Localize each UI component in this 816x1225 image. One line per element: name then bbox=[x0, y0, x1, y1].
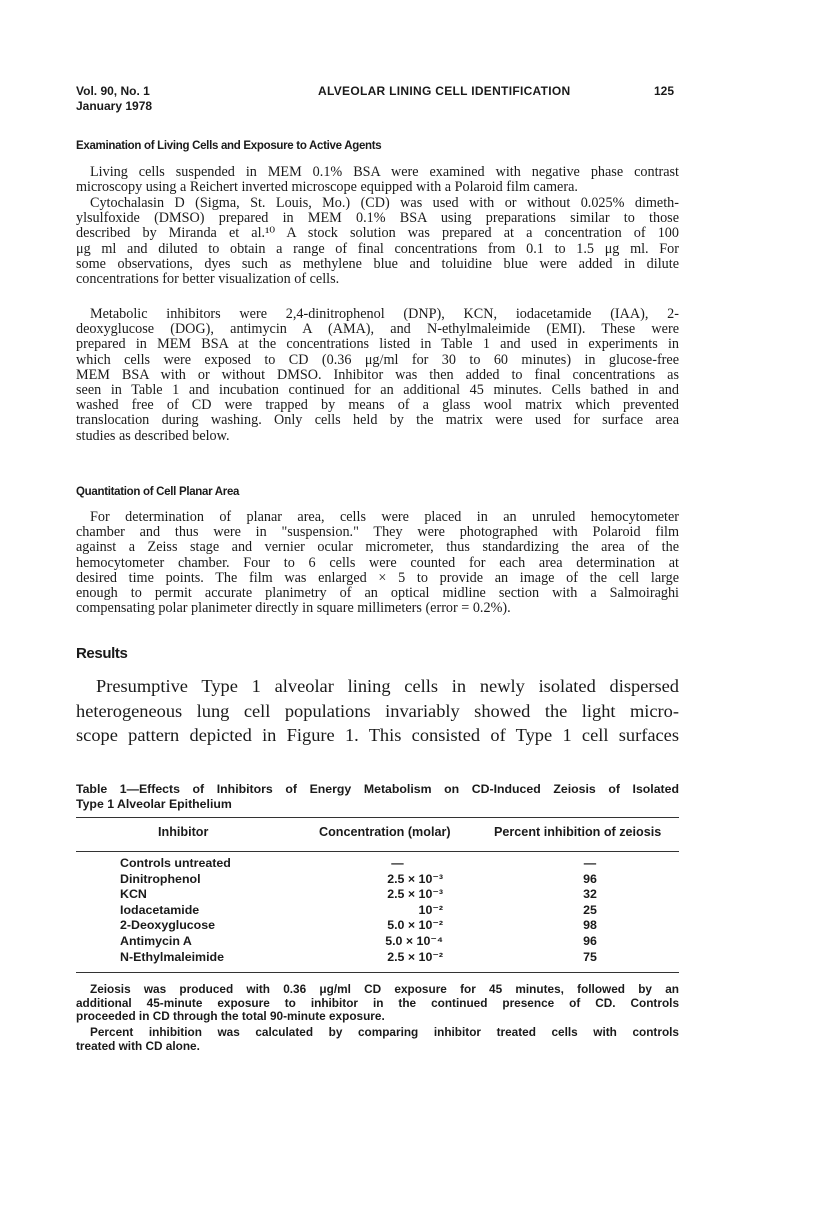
table-cell-inhibition: — bbox=[583, 856, 597, 870]
table-cell-inhibition: 25 bbox=[583, 902, 597, 917]
table-cell-inhibition: 98 bbox=[583, 918, 597, 933]
caption-line: Type 1 Alveolar Epithelium bbox=[76, 797, 232, 811]
text-line: enough to permit accurate planimetry of an optical midline section with a Salmoiraghi bbox=[76, 584, 679, 601]
text-line: Presumptive Type 1 alveolar lining cells in newly isolated dispersed bbox=[96, 676, 679, 696]
text-line: seen in Table 1 and incubation continued for an additional 45 minutes. Cells bathed in and bbox=[76, 381, 679, 398]
table-top-rule bbox=[76, 817, 679, 818]
text-line: deoxyglucose (DOG), antimycin A (AMA), and N-ethylmaleimide (EMI). These were bbox=[76, 321, 679, 338]
table-cell-inhibitor: Antimycin A bbox=[120, 933, 192, 948]
text-line: scope pattern depicted in Figure 1. This consisted of Type 1 cell surfaces bbox=[76, 725, 679, 745]
text-line: studies as described below. bbox=[76, 427, 230, 444]
text-line: washed free of CD were trapped by means of a glass wool matrix which prevented bbox=[76, 397, 679, 414]
table-cell-concentration: 2.5 × 10⁻³ bbox=[387, 887, 443, 902]
section-heading-planar-area: Quantitation of Cell Planar Area bbox=[76, 486, 240, 498]
table-cell-concentration: — bbox=[391, 856, 404, 870]
running-title: ALVEOLAR LINING CELL IDENTIFICATION bbox=[318, 84, 571, 98]
results-heading: Results bbox=[76, 645, 128, 662]
text-line: Living cells suspended in MEM 0.1% BSA were examined with negative phase contrast bbox=[90, 164, 679, 180]
text-line: described by Miranda et al.¹⁰ A stock solution was prepared at a concentration of 100 bbox=[76, 225, 679, 242]
text-line: translocation during washing. Only cells held by the matrix were used for surface area bbox=[76, 412, 679, 429]
text-line: For determination of planar area, cells were placed in an unruled hemocytometer bbox=[90, 509, 679, 525]
text-line: compensating polar planimeter directly in square millimeters (error = 0.2%). bbox=[76, 600, 511, 617]
table-cell-inhibition: 75 bbox=[583, 949, 597, 964]
table-cell-concentration: 10⁻² bbox=[418, 902, 443, 917]
table-cell-inhibitor: Dinitrophenol bbox=[120, 871, 201, 886]
issue-date: January 1978 bbox=[76, 99, 153, 113]
text-line: Cytochalasin D (Sigma, St. Louis, Mo.) (CD) was used with or without 0.025% dimeth- bbox=[90, 195, 679, 211]
table-footnote-zeiosis bbox=[76, 983, 679, 1024]
column-header-inhibition: Percent inhibition of zeiosis bbox=[494, 825, 662, 839]
concentration-column bbox=[320, 856, 470, 965]
table-caption bbox=[76, 782, 679, 812]
table-cell-inhibitor: N-Ethylmaleimide bbox=[120, 949, 224, 964]
table-cell-concentration: 2.5 × 10⁻² bbox=[387, 949, 443, 964]
table-cell-concentration: 5.0 × 10⁻⁴ bbox=[385, 933, 443, 948]
table-footnote-percent bbox=[76, 1026, 679, 1053]
text-line: ylsulfoxide (DMSO) prepared in MEM 0.1% BSA using preparations similar to those bbox=[76, 210, 679, 227]
column-header-concentration: Concentration (molar) bbox=[319, 825, 451, 839]
paragraph-living-cells bbox=[76, 165, 679, 195]
page-number: 125 bbox=[654, 84, 675, 98]
table-cell-concentration: 5.0 × 10⁻² bbox=[387, 918, 443, 933]
section-heading-living-cells: Examination of Living Cells and Exposure to Active Agents bbox=[76, 140, 382, 152]
text-line: Metabolic inhibitors were 2,4-dinitrophenol (DNP), KCN, iodacetamide (IAA), 2- bbox=[90, 306, 679, 322]
footnote-line: treated with CD alone. bbox=[76, 1038, 200, 1053]
table-cell-inhibition: 96 bbox=[583, 933, 597, 948]
column-header-inhibitor: Inhibitor bbox=[158, 825, 209, 839]
text-line: concentrations for better visualization of cells. bbox=[76, 270, 340, 287]
table-cell-inhibitor: Controls untreated bbox=[120, 856, 231, 870]
text-line: prepared in MEM BSA at the concentrations listed in Table 1 and used in experiments in bbox=[76, 336, 679, 353]
text-line: desired time points. The film was enlarged × 5 to provide an image of the cell large bbox=[76, 569, 679, 586]
footnote-line: proceeded in CD through the total 90-minute exposure. bbox=[76, 1009, 385, 1023]
text-line: microscopy using a Reichert inverted microscope equipped with a Polaroid film camera. bbox=[76, 179, 578, 196]
text-line: μg ml and diluted to obtain a range of final concentrations from 0.1 to 1.5 μg ml. For bbox=[76, 240, 679, 257]
table-cell-inhibitor: KCN bbox=[120, 887, 147, 902]
table-cell-inhibitor: 2-Deoxyglucose bbox=[120, 918, 216, 933]
results-paragraph bbox=[76, 674, 679, 748]
footnote-line: Percent inhibition was calculated by comparing inhibitor treated cells with controls bbox=[90, 1025, 679, 1039]
table-cell-concentration: 2.5 × 10⁻³ bbox=[387, 871, 443, 886]
journal-volume bbox=[76, 84, 152, 114]
table-header-rule bbox=[76, 851, 679, 852]
inhibitor-column bbox=[120, 856, 320, 965]
text-line: hemocytometer chamber. Four to 6 cells were counted for each area determination at bbox=[76, 554, 679, 571]
table-cell-inhibition: 96 bbox=[583, 871, 597, 886]
inhibition-column bbox=[560, 856, 620, 965]
paragraph-metabolic-inhibitors bbox=[76, 307, 679, 444]
paragraph-cytochalasin bbox=[76, 196, 679, 287]
text-line: MEM BSA with or without DMSO. Inhibitor was then added to final concentrations as bbox=[76, 366, 679, 383]
caption-line: Table 1—Effects of Inhibitors of Energy Metabolism on CD-Induced Zeiosis of Isolated bbox=[76, 782, 679, 796]
text-line: heterogeneous lung cell populations invariably showed the light micro- bbox=[76, 700, 679, 721]
text-line: chamber and thus were in "suspension." They were photographed with Polaroid film bbox=[76, 524, 679, 541]
table-bottom-rule bbox=[76, 972, 679, 973]
table-cell-inhibition: 32 bbox=[583, 887, 597, 902]
text-line: against a Zeiss stage and vernier ocular micrometer, thus standardizing the area of the bbox=[76, 539, 679, 556]
footnote-line: Zeiosis was produced with 0.36 μg/ml CD exposure for 45 minutes, followed by an bbox=[90, 982, 679, 996]
text-line: which cells were exposed to CD (0.36 μg/ml for 30 to 60 minutes) in glucose-free bbox=[76, 351, 679, 368]
paragraph-planar-area bbox=[76, 510, 679, 616]
text-line: some observations, dyes such as methylene blue and toluidine blue were added in dilute bbox=[76, 255, 679, 272]
table-cell-inhibitor: Iodacetamide bbox=[120, 902, 200, 917]
volume-issue: Vol. 90, No. 1 bbox=[76, 84, 150, 98]
footnote-line: additional 45-minute exposure to inhibitor in the continued presence of CD. Controls bbox=[76, 995, 679, 1010]
